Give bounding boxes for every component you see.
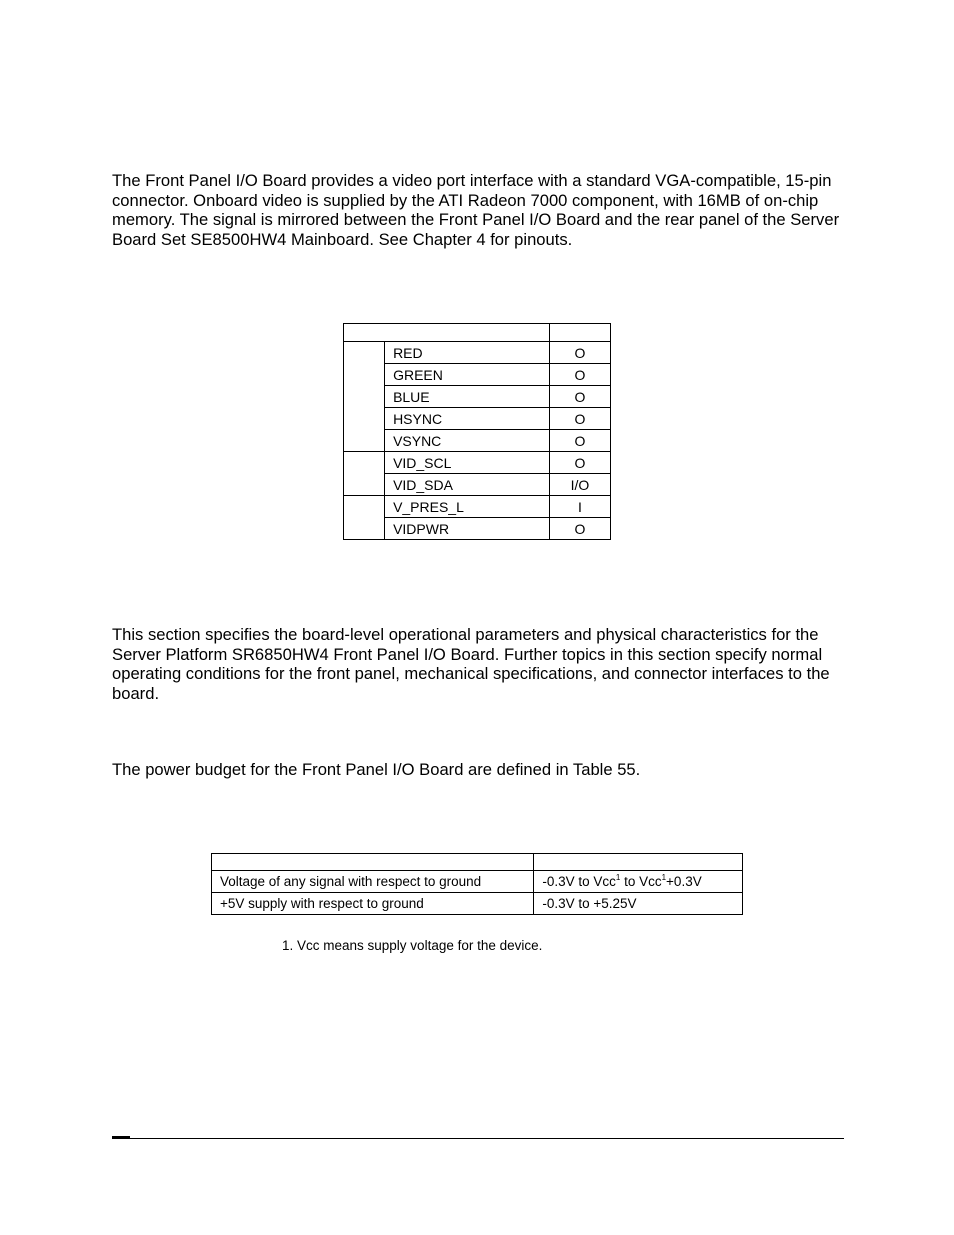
direction-cell: O bbox=[549, 408, 610, 430]
group-cell bbox=[344, 342, 385, 452]
video-paragraph: The Front Panel I/O Board provides a video port interface with a standard VGA-compatible, 15-pin connector. Onboard video is supplied by the ATI Radeon 7000 component, with 16MB of on-chip memory. The signal is mirrored between the Front Panel I/O Board and the rear panel of the Server Board Set SE8500HW4 Mainboard. See Chapter 4 for pinouts. bbox=[112, 171, 840, 249]
absolute-ratings-table bbox=[211, 853, 743, 915]
table-row bbox=[344, 342, 611, 364]
footer-rule bbox=[112, 1138, 844, 1139]
signal-cell: VID_SDA bbox=[385, 474, 550, 496]
rating-text: to Vcc bbox=[620, 874, 662, 889]
direction-cell: O bbox=[549, 342, 610, 364]
table-header-row bbox=[212, 854, 743, 871]
table-footnote: 1. Vcc means supply voltage for the device. bbox=[282, 938, 543, 953]
direction-cell: O bbox=[549, 386, 610, 408]
signal-cell: VIDPWR bbox=[385, 518, 550, 540]
parameter-cell: Voltage of any signal with respect to ground bbox=[212, 871, 534, 893]
power-budget-paragraph: The power budget for the Front Panel I/O Board are defined in Table 55. bbox=[112, 760, 641, 779]
parameter-cell: +5V supply with respect to ground bbox=[212, 893, 534, 915]
signal-cell: RED bbox=[385, 342, 550, 364]
group-cell bbox=[344, 496, 385, 540]
direction-cell: O bbox=[549, 364, 610, 386]
direction-cell: O bbox=[549, 452, 610, 474]
video-signal-table bbox=[343, 323, 611, 540]
specifications-paragraph: This section specifies the board-level operational parameters and physical characteristics for the Server Platform SR6850HW4 Front Panel I/O Board. Further topics in this section specify normal operating conditions for the front panel, mechanical specifications, and connector interfaces to the board. bbox=[112, 625, 830, 703]
direction-cell: O bbox=[549, 430, 610, 452]
footnote-marker: 1 bbox=[615, 873, 621, 882]
table-row bbox=[344, 452, 611, 474]
table-row bbox=[212, 893, 743, 915]
direction-cell: I bbox=[549, 496, 610, 518]
table-header-row bbox=[344, 324, 611, 342]
signal-cell: BLUE bbox=[385, 386, 550, 408]
rating-cell bbox=[534, 871, 743, 893]
rating-text: +0.3V bbox=[666, 874, 702, 889]
signal-cell: VSYNC bbox=[385, 430, 550, 452]
rating-text: -0.3V to Vcc bbox=[542, 874, 616, 889]
table-row bbox=[212, 871, 743, 893]
table-row bbox=[344, 496, 611, 518]
signal-cell: V_PRES_L bbox=[385, 496, 550, 518]
header-cell bbox=[549, 324, 610, 342]
signal-cell: GREEN bbox=[385, 364, 550, 386]
direction-cell: I/O bbox=[549, 474, 610, 496]
signal-cell: VID_SCL bbox=[385, 452, 550, 474]
rating-cell: -0.3V to +5.25V bbox=[534, 893, 743, 915]
header-cell bbox=[344, 324, 550, 342]
header-cell bbox=[212, 854, 534, 871]
group-cell bbox=[344, 452, 385, 496]
header-cell bbox=[534, 854, 743, 871]
footnote-marker: 1 bbox=[661, 873, 667, 882]
direction-cell: O bbox=[549, 518, 610, 540]
signal-cell: HSYNC bbox=[385, 408, 550, 430]
